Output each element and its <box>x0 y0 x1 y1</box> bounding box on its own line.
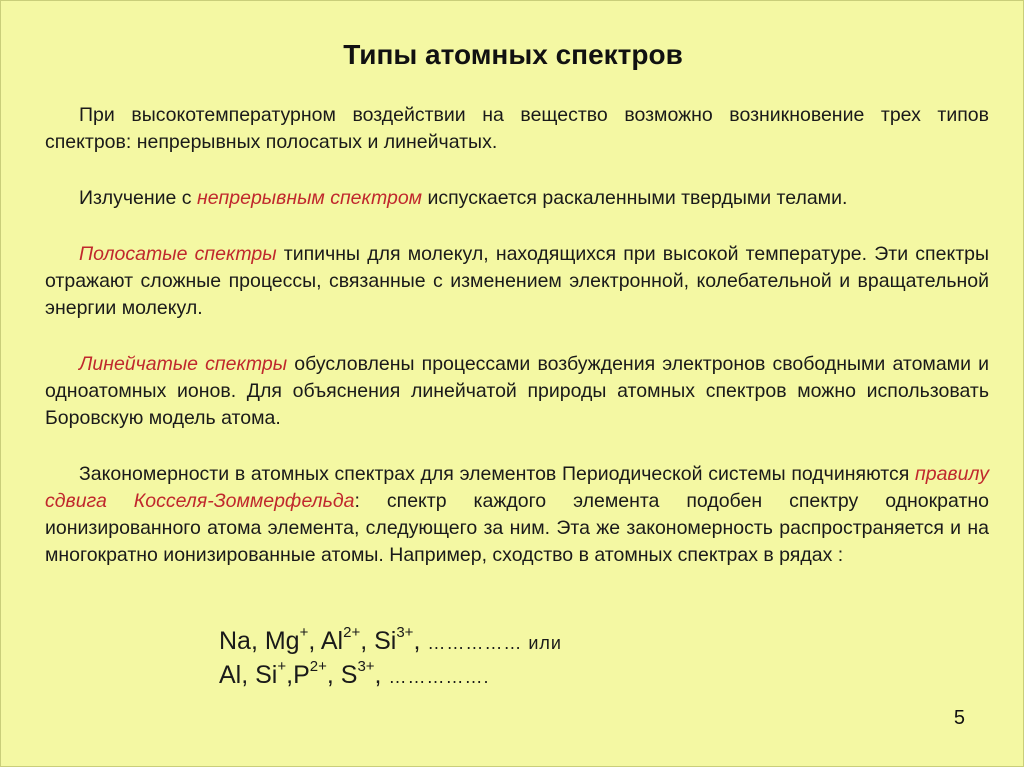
formula-si: , Si <box>360 627 397 655</box>
paragraph-band-after: типичны для молекул, находящихся при высокой температуре. Эти спектры отражают сложные процессы, связанные с изменением электронной, колебательной и вращательной энергии молекул. <box>45 243 989 319</box>
paragraph-continuous-after: испускается раскаленными твердыми телами. <box>422 187 848 209</box>
formula-or: или <box>522 633 562 653</box>
paragraph-kossel-before: Закономерности в атомных спектрах для элементов Периодической системы подчиняются <box>79 463 916 485</box>
term-band-spectra: Полосатые спектры <box>79 243 277 265</box>
term-kossel-sommerfeld-rule: правилу сдвига Косселя-Зоммерфельда <box>45 463 989 512</box>
formula-al-si: Al, Si <box>219 661 278 689</box>
paragraph-continuous <box>45 185 989 212</box>
formula-s: , S <box>326 661 358 689</box>
paragraph-band <box>45 241 989 322</box>
charge-si: 3+ <box>396 624 414 641</box>
formula-ellipsis: ……………. <box>388 667 490 687</box>
formula-ellipsis: …………… <box>427 633 523 653</box>
formula-separator: , <box>413 627 428 655</box>
term-continuous-spectrum: непрерывным спектром <box>196 187 423 209</box>
formula-na-mg: Na, Mg <box>219 627 300 655</box>
formula-al: , Al <box>308 627 344 655</box>
page-number: 5 <box>953 707 965 729</box>
paragraph-intro-text: При высокотемпературном воздействии на вещество возможно возникновение трех типов спектров: непрерывных полосатых и линейчатых. <box>45 104 989 153</box>
paragraph-line <box>45 351 989 432</box>
charge-al: 2+ <box>343 624 361 641</box>
charge-mg: + <box>299 624 309 641</box>
paragraph-kossel <box>45 461 989 569</box>
term-line-spectra: Линейчатые спектры <box>79 353 288 375</box>
slide-title: Типы атомных спектров <box>343 39 683 70</box>
paragraph-kossel-after: : спектр каждого элемента подобен спектру однократно ионизированного атома элемента, следующего за ним. Эта же закономерность распространяется и на многократно ионизированные атомы. Например, сходство в атомных спектрах в рядах : <box>45 490 989 566</box>
formula-p: ,P <box>286 661 310 689</box>
formula-series-2 <box>219 659 489 693</box>
charge-p: 2+ <box>309 658 327 675</box>
charge-si: + <box>277 658 287 675</box>
paragraph-continuous-before: Излучение с <box>79 187 197 209</box>
charge-s: 3+ <box>357 658 375 675</box>
paragraph-line-after: обусловлены процессами возбуждения электронов свободными атомами и одноатомных ионов. Для объяснения линейчатой природы атомных спектров можно использовать Боровскую модель атома. <box>45 353 989 429</box>
paragraph-intro <box>45 102 989 156</box>
formula-series-1 <box>219 625 562 659</box>
formula-separator: , <box>374 661 389 689</box>
